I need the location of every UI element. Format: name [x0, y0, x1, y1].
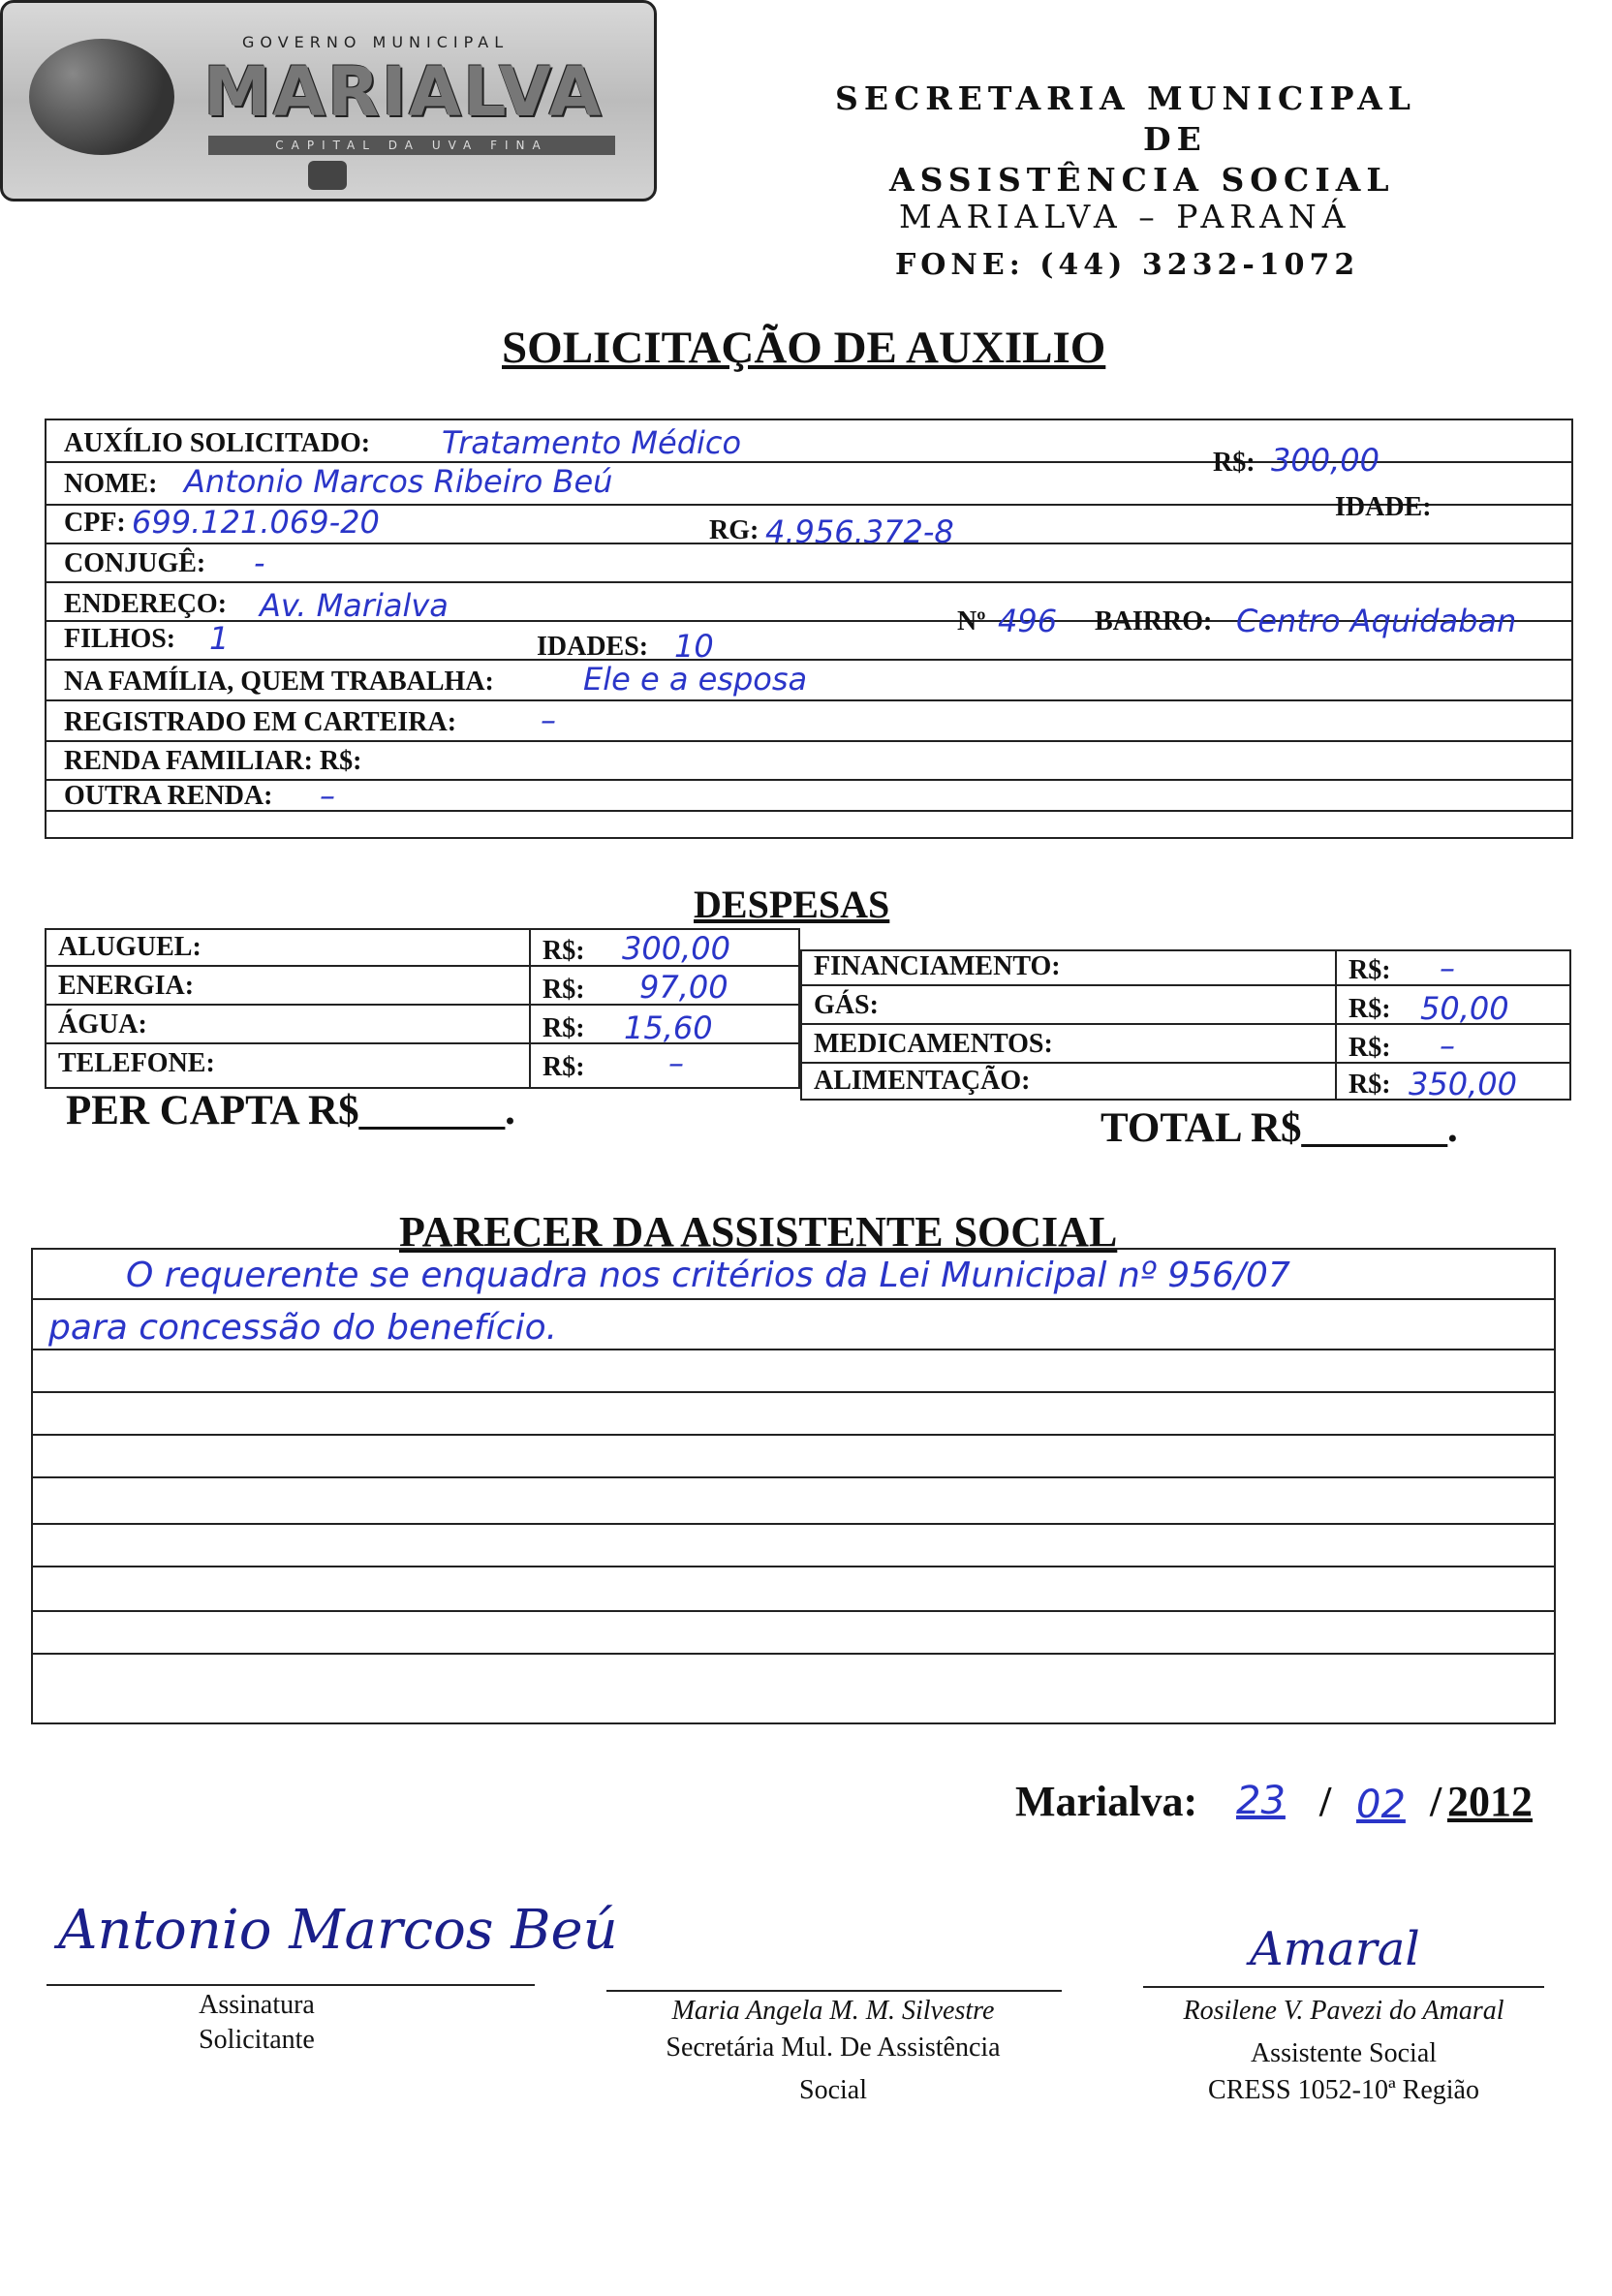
- secretary-name: Maria Angela M. M. Silvestre: [671, 1996, 995, 2026]
- financiamento-rs: R$:: [1348, 955, 1391, 985]
- carteira-label: REGISTRADO EM CARTEIRA:: [64, 707, 457, 737]
- parecer-line: [31, 1391, 1554, 1393]
- applicant-caption-2: Solicitante: [199, 2025, 315, 2055]
- parecer-text-line1[interactable]: O requerente se enquadra nos critérios da Lei Municipal nº 956/07: [126, 1256, 1290, 1295]
- endereco-label: ENDEREÇO:: [64, 589, 228, 619]
- parecer-line: [31, 1434, 1554, 1436]
- medicamentos-rs: R$:: [1348, 1033, 1391, 1063]
- trabalha-value[interactable]: Ele e a esposa: [583, 661, 808, 698]
- date-sep2: /: [1430, 1778, 1442, 1825]
- date-year: 2012: [1447, 1778, 1533, 1825]
- cpf-label: CPF:: [64, 508, 126, 538]
- social-caption-2: CRESS 1052-10ª Região: [1208, 2075, 1479, 2105]
- bairro-label: BAIRRO:: [1095, 606, 1213, 636]
- auxilio-label: AUXÍLIO SOLICITADO:: [64, 428, 371, 458]
- logo-city-text: MARIALVA: [203, 52, 604, 132]
- energia-rs: R$:: [542, 975, 585, 1005]
- telefone-value[interactable]: –: [668, 1044, 684, 1081]
- parecer-line: [31, 1566, 1554, 1567]
- alimentacao-rs: R$:: [1348, 1070, 1391, 1100]
- rg-value[interactable]: 4.956.372-8: [765, 513, 954, 550]
- energia-label: ENERGIA:: [58, 971, 195, 1001]
- parecer-line: [31, 1523, 1554, 1525]
- conjuge-value[interactable]: -: [254, 544, 265, 581]
- nome-value[interactable]: Antonio Marcos Ribeiro Beú: [184, 463, 613, 500]
- aluguel-value[interactable]: 300,00: [622, 930, 730, 967]
- social-signature: Amaral: [1250, 1922, 1420, 1976]
- carteira-value[interactable]: –: [541, 701, 556, 738]
- financiamento-value[interactable]: –: [1440, 949, 1455, 986]
- secretary-caption-1: Secretária Mul. De Assistência: [666, 2032, 1001, 2063]
- filhos-value[interactable]: 1: [209, 620, 230, 657]
- date-day[interactable]: 23: [1236, 1779, 1286, 1823]
- total: TOTAL R$_______.: [1100, 1105, 1458, 1151]
- cpf-value[interactable]: 699.121.069-20: [132, 504, 380, 541]
- aluguel-label: ALUGUEL:: [58, 932, 202, 962]
- header-line1: SECRETARIA MUNICIPAL: [835, 79, 1416, 117]
- social-name: Rosilene V. Pavezi do Amaral: [1183, 1996, 1504, 2026]
- signature-line: [1143, 1986, 1544, 1988]
- numero-value[interactable]: 496: [998, 603, 1058, 639]
- parecer-line: [31, 1476, 1554, 1478]
- parecer-line: [31, 1610, 1554, 1612]
- renda-label: RENDA FAMILIAR: R$:: [64, 746, 362, 776]
- rs-value[interactable]: 300,00: [1271, 442, 1380, 479]
- secretary-caption-2: Social: [799, 2075, 867, 2105]
- parecer-text-line2[interactable]: para concessão do benefício.: [48, 1308, 558, 1348]
- idades-label: IDADES:: [537, 632, 649, 662]
- rs-label: R$:: [1213, 448, 1256, 478]
- crest-icon: [308, 161, 347, 190]
- auxilio-value[interactable]: Tratamento Médico: [442, 424, 742, 461]
- outra-renda-value[interactable]: –: [320, 777, 335, 814]
- telefone-rs: R$:: [542, 1052, 585, 1082]
- parecer-line: [31, 1653, 1554, 1655]
- gas-value[interactable]: 50,00: [1420, 990, 1509, 1027]
- logo-govt-text: GOVERNO MUNICIPAL: [242, 33, 510, 51]
- agua-label: ÁGUA:: [58, 1009, 147, 1039]
- filhos-label: FILHOS:: [64, 624, 176, 654]
- rg-label: RG:: [709, 515, 760, 545]
- gas-label: GÁS:: [814, 990, 879, 1020]
- applicant-signature: Antonio Marcos Beú: [58, 1899, 618, 1962]
- row-divider: [45, 779, 1571, 781]
- parecer-title: PARECER DA ASSISTENTE SOCIAL: [399, 1208, 1118, 1256]
- energia-value[interactable]: 97,00: [639, 969, 728, 1006]
- social-caption-1: Assistente Social: [1250, 2038, 1438, 2068]
- signature-line: [46, 1984, 535, 1986]
- marialva-logo: [0, 0, 657, 202]
- agua-value[interactable]: 15,60: [624, 1009, 713, 1046]
- logo-strip-text: CAPITAL DA UVA FINA: [208, 136, 615, 155]
- idade-label: IDADE:: [1335, 492, 1432, 522]
- header-line4: MARIALVA – PARANÁ: [899, 198, 1351, 235]
- header-line2: DE: [1143, 120, 1207, 158]
- financiamento-label: FINANCIAMENTO:: [814, 951, 1061, 981]
- bairro-value[interactable]: Centro Aquidaban: [1236, 603, 1517, 639]
- column-divider: [529, 928, 531, 1087]
- trabalha-label: NA FAMÍLIA, QUEM TRABALHA:: [64, 667, 494, 697]
- outra-renda-label: OUTRA RENDA:: [64, 781, 273, 811]
- aluguel-rs: R$:: [542, 936, 585, 966]
- page-title: SOLICITAÇÃO DE AUXILIO: [502, 323, 1106, 373]
- header-line3: ASSISTÊNCIA SOCIAL: [889, 161, 1395, 199]
- per-capta: PER CAPTA R$_______.: [66, 1088, 515, 1133]
- row-divider: [45, 740, 1571, 742]
- agua-rs: R$:: [542, 1013, 585, 1043]
- applicant-caption-1: Assinatura: [199, 1990, 315, 2020]
- conjuge-label: CONJUGÊ:: [64, 548, 206, 578]
- signature-line: [606, 1990, 1062, 1992]
- row-divider: [45, 699, 1571, 701]
- nome-label: NOME:: [64, 469, 158, 499]
- endereco-value[interactable]: Av. Marialva: [260, 587, 449, 624]
- alimentacao-value[interactable]: 350,00: [1409, 1066, 1517, 1102]
- telefone-label: TELEFONE:: [58, 1048, 215, 1078]
- medicamentos-value[interactable]: –: [1440, 1027, 1455, 1064]
- grapes-icon: [29, 39, 174, 155]
- row-divider: [45, 810, 1571, 812]
- numero-label: Nº: [957, 606, 986, 636]
- despesas-title: DESPESAS: [694, 883, 890, 926]
- date-month[interactable]: 02: [1356, 1783, 1406, 1827]
- row-divider: [45, 659, 1571, 661]
- medicamentos-label: MEDICAMENTOS:: [814, 1029, 1053, 1059]
- parecer-line: [31, 1349, 1554, 1350]
- idades-value[interactable]: 10: [674, 628, 714, 665]
- header-line5: FONE: (44) 3232-1072: [895, 248, 1360, 282]
- parecer-line: [31, 1298, 1554, 1300]
- date-sep1: /: [1319, 1778, 1332, 1825]
- row-divider: [45, 581, 1571, 583]
- date-label: Marialva:: [1015, 1778, 1198, 1825]
- gas-rs: R$:: [1348, 994, 1391, 1024]
- alimentacao-label: ALIMENTAÇÃO:: [814, 1066, 1031, 1096]
